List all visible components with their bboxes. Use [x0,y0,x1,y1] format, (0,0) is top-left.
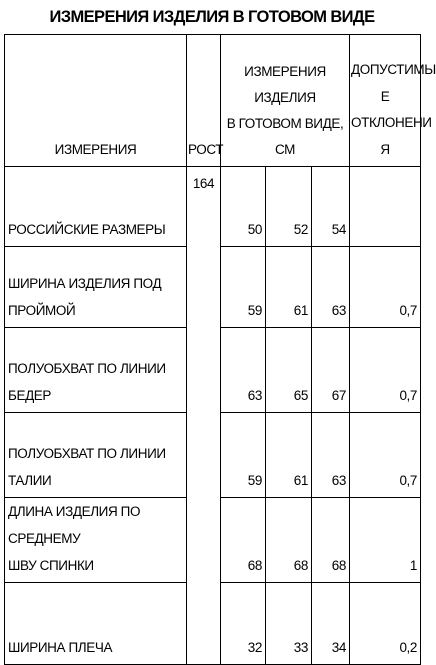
header-tolerance [350,35,436,167]
tolerance-cell: 0,7 [350,328,421,413]
value-cell: 61 [266,413,312,498]
header-tolerance-line1: ДОПУСТИМЫ [351,62,436,77]
row-label-line1: ШИРИНА ИЗДЕЛИЯ ПОД [8,276,162,291]
table-row [5,167,421,247]
header-values-line2: В ГОТОВОМ ВИДЕ, СМ [226,116,344,157]
value-cell: 52 [266,167,312,247]
header-tolerance-line3: ОТКЛОНЕНИ [351,115,432,130]
value-cell: 63 [312,247,350,328]
row-label-line1 [8,328,183,355]
value-cell: 67 [312,328,350,413]
measurements-table [4,34,436,665]
header-values [221,35,350,167]
header-measurements: ИЗМЕРЕНИЯ [5,35,187,167]
tolerance-cell: 1 [350,498,421,583]
value-cell: 59 [221,247,266,328]
value-cell: 63 [312,413,350,498]
row-label [5,167,187,247]
row-label-line2: ШИРИНА ПЛЕЧА [8,640,113,655]
height-cell: 164 [187,167,221,665]
value-cell: 65 [266,328,312,413]
row-label-line2: РОССИЙСКИЕ РАЗМЕРЫ [8,222,166,237]
row-label-line2: ПОЛУОБХВАТ ПО ЛИНИИ ТАЛИИ [8,446,166,488]
header-height: РОСТ [187,35,221,167]
header-tolerance-line2: Е [380,88,390,104]
value-cell: 68 [312,498,350,583]
tolerance-cell: 0,2 [399,640,418,655]
value-cell: 32 [221,583,266,665]
header-values-line1: ИЗМЕРЕНИЯ ИЗДЕЛИЯ [244,64,326,105]
value-cell: 54 [312,167,350,247]
row-label-line2: ПРОЙМОЙ [8,303,76,318]
value-cell: 50 [221,167,266,247]
tolerance-cell: 0,7 [350,247,421,328]
row-label [5,583,187,665]
row-label-line1 [8,189,183,216]
row-label [5,247,187,328]
value-cell: 33 [266,583,312,665]
tolerance-cell [350,167,421,247]
row-label-line1 [8,413,183,440]
row-label [5,498,187,583]
value-cell: 63 [221,328,266,413]
value-cell: 68 [266,498,312,583]
value-cell: 59 [221,413,266,498]
value-cell: 61 [266,247,312,328]
header-tolerance-line4: Я [380,141,390,157]
row-label [5,413,187,498]
table-header-row [5,35,421,167]
row-label-line1: ДЛИНА ИЗДЕЛИЯ ПО СРЕДНЕМУ [8,504,141,546]
row-label-line2: ШВУ СПИНКИ [8,558,94,573]
value-cell: 68 [221,498,266,583]
row-label [5,328,187,413]
row-label-line1 [8,607,183,634]
value-cell: 34 [312,583,350,665]
row-label-line2: ПОЛУОБХВАТ ПО ЛИНИИ БЕДЕР [8,361,166,403]
page-title: ИЗМЕРЕНИЯ ИЗДЕЛИЯ В ГОТОВОМ ВИДЕ [49,8,375,26]
tolerance-cell: 0,7 [350,413,421,498]
